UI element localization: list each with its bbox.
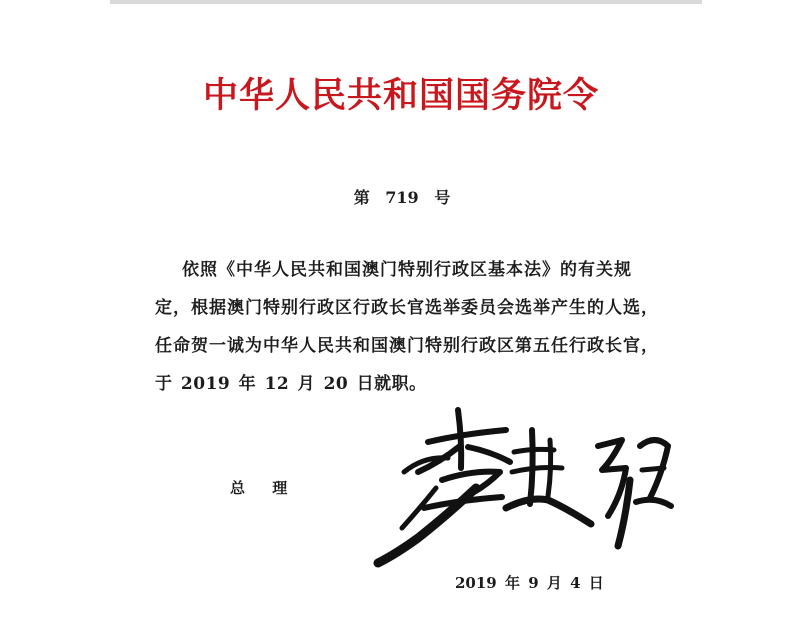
signature-stroke <box>640 440 668 498</box>
signature-stroke <box>530 430 533 504</box>
body-line: 于 2019 年 12 月 20 日就职。 <box>155 374 427 394</box>
signature-stroke <box>424 497 502 508</box>
signature-stroke <box>418 446 460 472</box>
body-line: 依照《中华人民共和国澳门特别行政区基本法》的有关规 <box>182 260 632 280</box>
signature-stroke <box>404 458 448 472</box>
signature-stroke <box>512 468 562 473</box>
signature-char-2 <box>506 430 591 524</box>
signature-stroke <box>378 488 476 563</box>
signature-stroke <box>428 430 506 442</box>
signature-stroke <box>642 468 664 470</box>
signatory-title: 总 理 <box>230 479 288 497</box>
signature-stroke <box>506 499 591 524</box>
document-title: 中华人民共和国国务院令 <box>202 75 599 116</box>
signature-stroke <box>636 500 671 506</box>
signature-stroke <box>618 480 630 546</box>
signature-stroke <box>468 447 510 462</box>
signature-char-1 <box>378 410 510 563</box>
signature-stroke <box>402 488 436 528</box>
body-line: 任命贺一诚为中华人民共和国澳门特别行政区第五任行政长官， <box>155 336 659 356</box>
body-line: 定，根据澳门特别行政区行政长官选举委员会选举产生的人选， <box>155 298 659 318</box>
signature-stroke <box>442 472 500 492</box>
scan-edge <box>110 0 702 4</box>
signature-char-3 <box>598 440 671 546</box>
signature-stroke <box>548 440 551 496</box>
signature-stroke <box>598 440 626 516</box>
signature-stroke <box>458 410 461 468</box>
signature-stroke <box>514 449 554 452</box>
document-date: 2019 年 9 月 4 日 <box>455 574 604 592</box>
order-number: 第 719 号 <box>353 188 451 207</box>
